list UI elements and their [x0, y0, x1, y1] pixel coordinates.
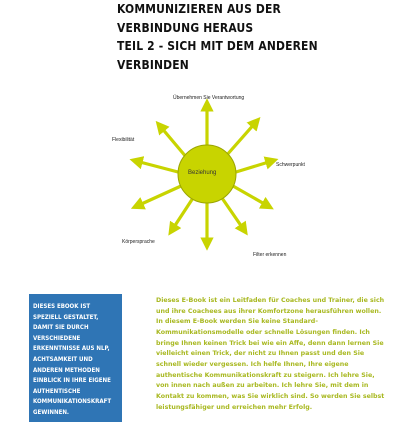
- arrow-left: [136, 161, 178, 172]
- title-line-4: VERBINDEN: [117, 56, 189, 72]
- arrow-top-left: [160, 126, 187, 158]
- label-bottom-right: Filter erkennen: [253, 252, 287, 258]
- title-line-2: VERBINDUNG HERAUS: [117, 19, 254, 35]
- arrow-right: [236, 161, 272, 172]
- label-left: Flexibilität: [112, 137, 135, 143]
- arrow-bottom-right: [222, 198, 244, 230]
- center-label: Beziehung: [188, 170, 217, 176]
- title-line-1: KOMMUNIZIEREN AUS DER: [117, 1, 281, 16]
- sidebar-text: DIESES EBOOK IST SPEZIELL GESTALTET, DAMIT SIE DURCH VERSCHIEDENE ERKENNTNISSE AUS NLP, ACHTSAMKEIT UND ANDEREN METHODEN EINBLICK IN IHRE EIGENE AUTHENTISCHE KOMMUNIKATIONSKRAFT GEWINNEN.: [33, 302, 112, 416]
- title-line-3: TEIL 2 - SICH MIT DEM ANDEREN: [117, 38, 318, 53]
- diagram-graphic: [0, 88, 400, 270]
- page-title: [117, 0, 358, 74]
- label-bottom-left: Körpersprache: [122, 239, 155, 245]
- arrow-lower-right: [233, 186, 268, 206]
- description-text: Dieses E-Book ist ein Leitfaden für Coaches und Trainer, die sich und ihre Coachees aus ihrer Komfortzone herausführen wollen. In diesem E-Book werden Sie keine Standard-Kommunikationsmodelle oder schnelle Lösungen finden. Ich bringe Ihnen keinen Trick bei wie ein Affe, denn dann lernen Sie vielleicht einen Trick, der nicht zu Ihnen passt und den Sie schnell wieder vergessen. Ich helfe Ihnen, Ihre eigene authentische Kommunikationskraft zu steigern. Ich lehre Sie, von innen nach außen zu arbeiten. Ich lehre Sie, mit dem in Kontakt zu kommen, was Sie wirklich sind. So werden Sie selbst leistungsfähiger und erreichen mehr Erfolg.: [156, 297, 385, 411]
- arrow-top-right: [226, 122, 256, 156]
- arrow-bottom-left: [172, 198, 193, 230]
- arrow-lower-left: [137, 186, 181, 206]
- label-right: Schwerpunkt: [276, 162, 305, 168]
- label-top: Übernehmen Sie Verantwortung: [173, 95, 245, 101]
- relationship-diagram: [0, 88, 400, 270]
- sidebar-box: [29, 294, 122, 422]
